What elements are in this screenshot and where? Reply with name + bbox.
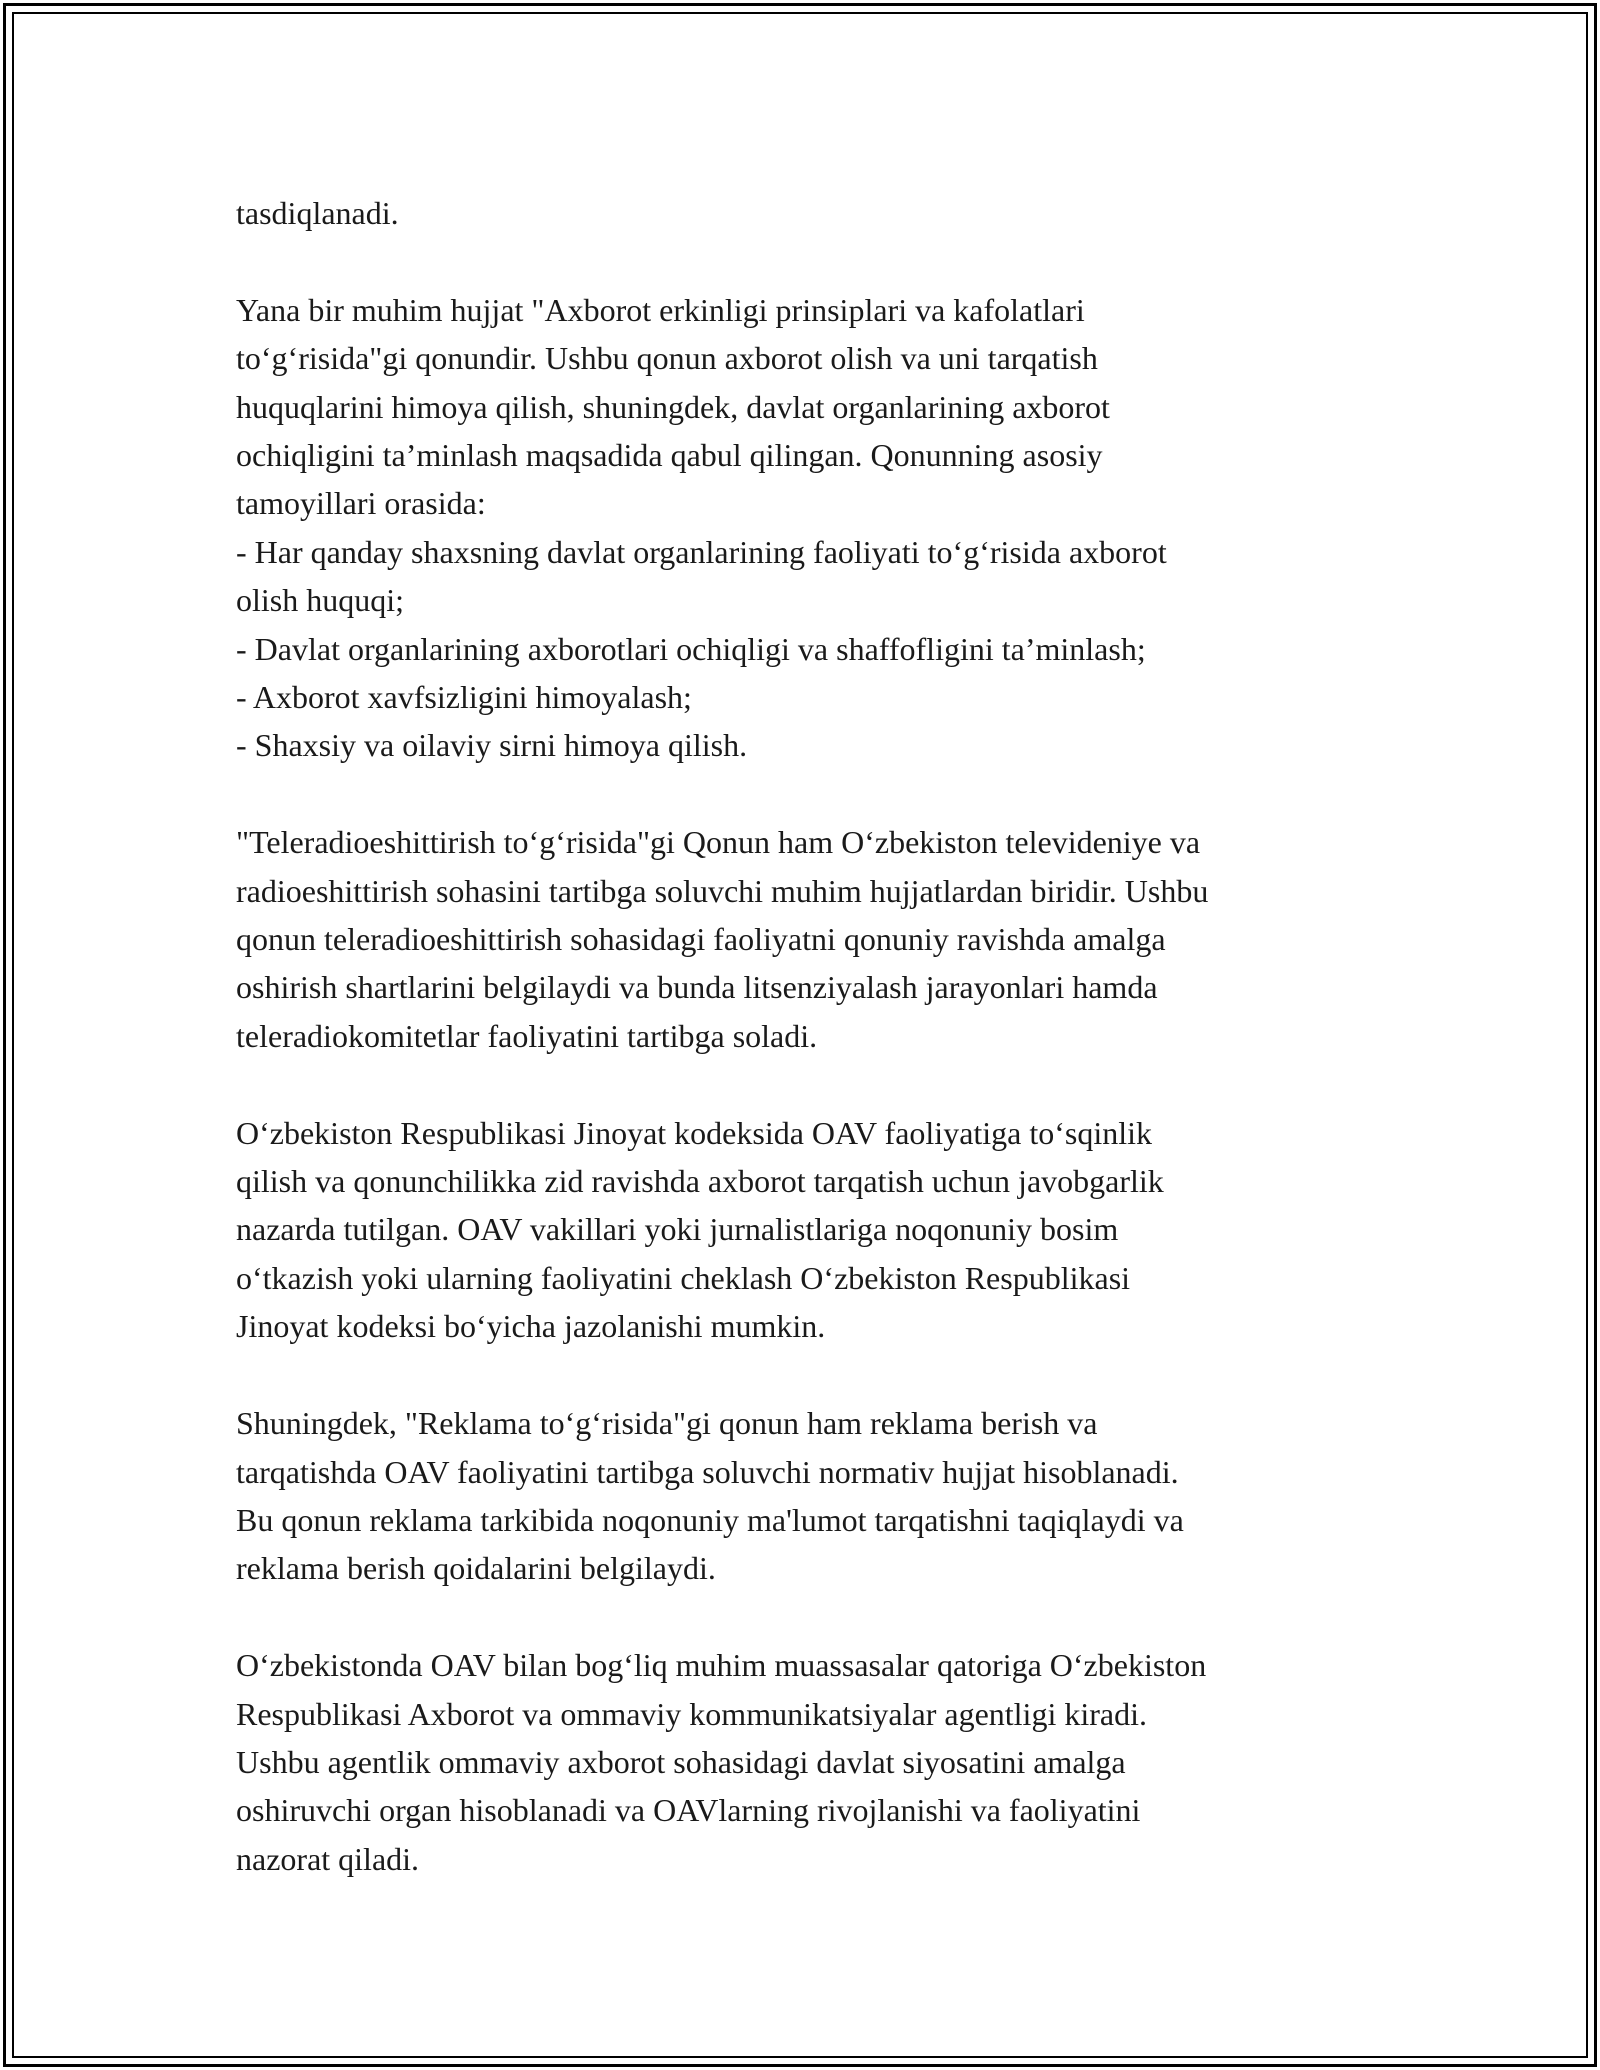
paragraph-5: Shuningdek, "Reklama to‘g‘risida"gi qonun ham reklama berish va tarqatishda OAV faoliyatini tartibga soluvchi normativ hujjat hisoblanadi. Bu qonun reklama tarkibida noqonuniy ma'lumot tarqatishni taqiqlaydi va reklama berish qoidalarini belgilaydi. <box>236 1405 1184 1587</box>
paragraph-3: "Teleradioeshittirish to‘g‘risida"gi Qonun ham O‘zbekiston televideniye va radioeshittirish sohasini tartibga soluvchi muhim hujjatlardan biridir. Ushbu qonun teleradioeshittirish sohasidagi faoliyatni qonuniy ravishda amalga oshirish shartlarini belgilaydi va bunda litsenziyalash jarayonlari hamda teleradiokomitetlar faoliyatini tartibga soladi. <box>236 824 1209 1054</box>
paragraph-6: O‘zbekistonda OAV bilan bog‘liq muhim muassasalar qatoriga O‘zbekiston Respublikasi Axborot va ommaviy kommunikatsiyalar agentligi kiradi. Ushbu agentlik ommaviy axborot sohasidagi davlat siyosatini amalga oshiruvchi organ hisoblanadi va OAVlarning rivojlanishi va faoliyatini nazorat qiladi. <box>236 1647 1207 1877</box>
paragraph-1: tasdiqlanadi. <box>236 195 399 231</box>
paragraph-4: O‘zbekiston Respublikasi Jinoyat kodeksida OAV faoliyatiga to‘sqinlik qilish va qonunchilikka zid ravishda axborot tarqatish uchun javobgarlik nazarda tutilgan. OAV vakillari yoki jurnalistlariga noqonuniy bosim o‘tkazish yoki ularning faoliyatini cheklash O‘zbekiston Respublikasi Jinoyat kodeksi bo‘yicha jazolanishi mumkin. <box>236 1114 1164 1345</box>
paragraph-2: Yana bir muhim hujjat "Axborot erkinligi prinsiplari va kafolatlari to‘g‘risida"gi qonundir. Ushbu qonun axborot olish va uni tarqatish huquqlarini himoya qilish, shuningdek, davlat organlarining axborot ochiqligini ta’minlash maqsadida qabul qilingan. Qonunning asosiy tamoyillari orasida: - Har qanday shaxsning davlat organlarining faoliyati to‘g‘risida axborot olish huquqi; - Davlat organlarining axborotlari ochiqligi va shaffofligini ta’minlash; - Axborot xavfsizligini himoyalash; - Shaxsiy va oilaviy sirni himoya qilish. <box>236 291 1167 764</box>
document-body <box>236 189 1386 1883</box>
